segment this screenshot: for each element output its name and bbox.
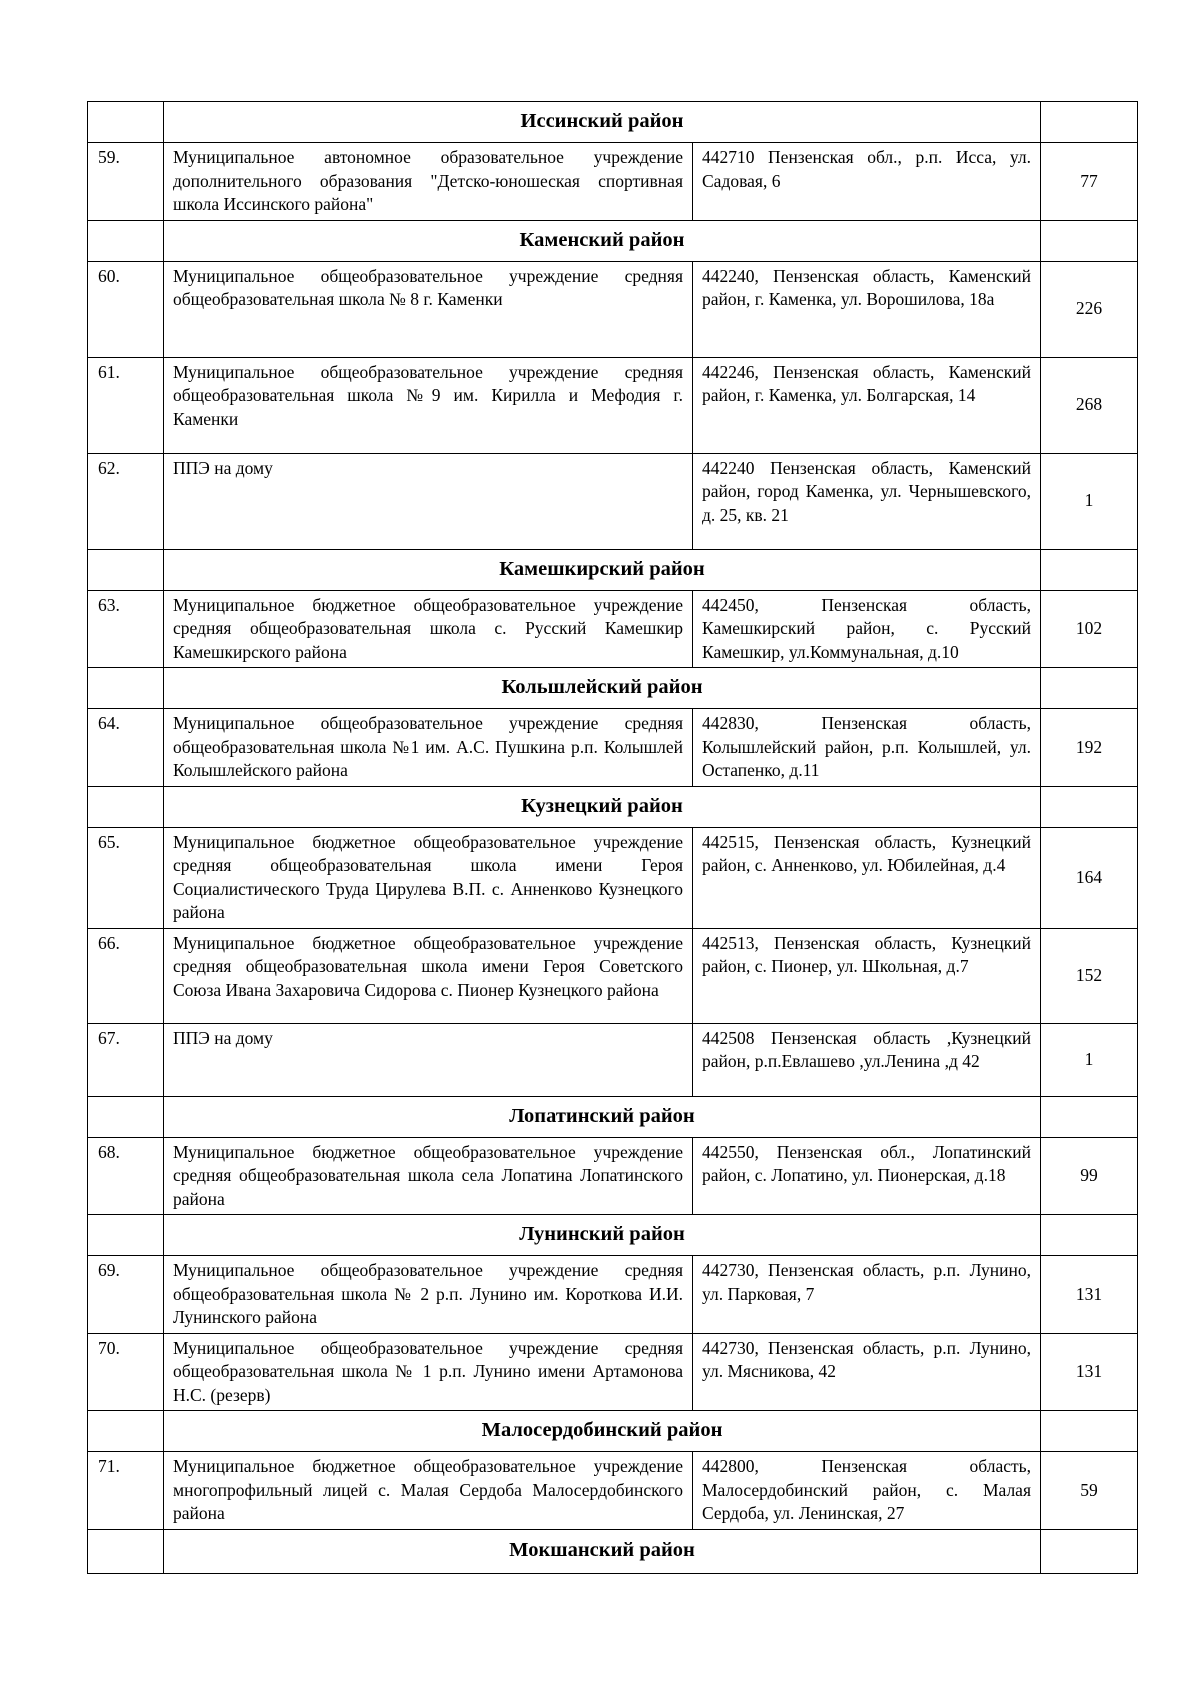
institution-address: 442246, Пензенская область, Каменский район, г. Каменка, ул. Болгарская, 14: [693, 357, 1041, 453]
district-row: [88, 102, 1138, 143]
participant-count: 77: [1041, 143, 1138, 221]
institution-name: Муниципальное автономное образовательное учреждение дополнительного образования "Детско-юношеская спортивная школа Иссинского района": [164, 143, 693, 221]
participant-count: 226: [1041, 261, 1138, 357]
district-row: [88, 786, 1138, 827]
district-row: [88, 1411, 1138, 1452]
row-number: 68.: [88, 1137, 164, 1215]
table-row: [88, 1452, 1138, 1530]
district-row: [88, 220, 1138, 261]
district-name: Кузнецкий район: [164, 786, 1041, 827]
district-num-cell: [88, 102, 164, 143]
district-name: Иссинский район: [164, 102, 1041, 143]
institution-address: 442710 Пензенская обл., р.п. Исса, ул. Садовая, 6: [693, 143, 1041, 221]
row-number: 64.: [88, 709, 164, 787]
participant-count: 59: [1041, 1452, 1138, 1530]
district-num-cell: [88, 1096, 164, 1137]
participant-count: 152: [1041, 928, 1138, 1023]
participant-count: 131: [1041, 1333, 1138, 1411]
table-row: [88, 1256, 1138, 1334]
district-name: Лунинский район: [164, 1215, 1041, 1256]
participant-count: 99: [1041, 1137, 1138, 1215]
row-number: 69.: [88, 1256, 164, 1334]
row-number: 71.: [88, 1452, 164, 1530]
row-number: 65.: [88, 827, 164, 928]
table-row: [88, 357, 1138, 453]
schools-table: [87, 101, 1138, 1574]
district-count-cell: [1041, 102, 1138, 143]
district-count-cell: [1041, 1529, 1138, 1573]
district-row: [88, 668, 1138, 709]
row-number: 70.: [88, 1333, 164, 1411]
institution-address: 442550, Пензенская обл., Лопатинский район, с. Лопатино, ул. Пионерская, д.18: [693, 1137, 1041, 1215]
district-count-cell: [1041, 668, 1138, 709]
district-num-cell: [88, 668, 164, 709]
institution-name: ППЭ на дому: [164, 1023, 693, 1096]
institution-name: Муниципальное бюджетное общеобразовательное учреждение средняя общеобразовательная школа имени Героя Социалистического Труда Цирулева В.П. с. Анненково Кузнецкого района: [164, 827, 693, 928]
institution-name: Муниципальное общеобразовательное учреждение средняя общеобразовательная школа № 2 р.п. Лунино им. Короткова И.И. Лунинского района: [164, 1256, 693, 1334]
district-row: [88, 1529, 1138, 1573]
district-num-cell: [88, 1411, 164, 1452]
institution-address: 442450, Пензенская область, Камешкирский район, с. Русский Камешкир, ул.Коммунальная, д.10: [693, 590, 1041, 668]
participant-count: 1: [1041, 453, 1138, 549]
row-number: 66.: [88, 928, 164, 1023]
row-number: 62.: [88, 453, 164, 549]
participant-count: 192: [1041, 709, 1138, 787]
table-row: [88, 1137, 1138, 1215]
institution-address: 442513, Пензенская область, Кузнецкий район, с. Пионер, ул. Школьная, д.7: [693, 928, 1041, 1023]
district-count-cell: [1041, 786, 1138, 827]
row-number: 61.: [88, 357, 164, 453]
district-count-cell: [1041, 549, 1138, 590]
table-row: [88, 827, 1138, 928]
district-row: [88, 1215, 1138, 1256]
institution-address: 442240 Пензенская область, Каменский район, город Каменка, ул. Чернышевского, д. 25, кв. 21: [693, 453, 1041, 549]
district-name: Каменский район: [164, 220, 1041, 261]
table-row: [88, 261, 1138, 357]
district-num-cell: [88, 1529, 164, 1573]
district-count-cell: [1041, 1096, 1138, 1137]
institution-name: Муниципальное бюджетное общеобразовательное учреждение средняя общеобразовательная школа с. Русский Камешкир Камешкирского района: [164, 590, 693, 668]
table-row: [88, 1333, 1138, 1411]
row-number: 67.: [88, 1023, 164, 1096]
district-name: Малосердобинский район: [164, 1411, 1041, 1452]
district-count-cell: [1041, 1215, 1138, 1256]
row-number: 60.: [88, 261, 164, 357]
institution-name: Муниципальное общеобразовательное учреждение средняя общеобразовательная школа №1 им. А.С. Пушкина р.п. Колышлей Колышлейского района: [164, 709, 693, 787]
row-number: 59.: [88, 143, 164, 221]
schools-table-body: [88, 102, 1138, 1574]
district-count-cell: [1041, 220, 1138, 261]
table-row: [88, 590, 1138, 668]
institution-name: Муниципальное бюджетное общеобразовательное учреждение многопрофильный лицей с. Малая Сердоба Малосердобинского района: [164, 1452, 693, 1530]
row-number: 63.: [88, 590, 164, 668]
district-name: Мокшанский район: [164, 1529, 1041, 1573]
district-row: [88, 1096, 1138, 1137]
institution-address: 442800, Пензенская область, Малосердобинский район, с. Малая Сердоба, ул. Ленинская, 27: [693, 1452, 1041, 1530]
district-name: Лопатинский район: [164, 1096, 1041, 1137]
district-count-cell: [1041, 1411, 1138, 1452]
participant-count: 1: [1041, 1023, 1138, 1096]
institution-address: 442730, Пензенская область, р.п. Лунино, ул. Мясникова, 42: [693, 1333, 1041, 1411]
institution-name: ППЭ на дому: [164, 453, 693, 549]
institution-address: 442515, Пензенская область, Кузнецкий район, с. Анненково, ул. Юбилейная, д.4: [693, 827, 1041, 928]
institution-name: Муниципальное бюджетное общеобразовательное учреждение средняя общеобразовательная школа села Лопатина Лопатинского района: [164, 1137, 693, 1215]
table-row: [88, 143, 1138, 221]
institution-address: 442730, Пензенская область, р.п. Лунино, ул. Парковая, 7: [693, 1256, 1041, 1334]
table-row: [88, 1023, 1138, 1096]
table-row: [88, 928, 1138, 1023]
institution-name: Муниципальное общеобразовательное учреждение средняя общеобразовательная школа №9 им. Кирилла и Мефодия г. Каменки: [164, 357, 693, 453]
institution-address: 442508 Пензенская область ,Кузнецкий район, р.п.Евлашево ,ул.Ленина ,д 42: [693, 1023, 1041, 1096]
institution-name: Муниципальное общеобразовательное учреждение средняя общеобразовательная школа № 8 г. Каменки: [164, 261, 693, 357]
participant-count: 164: [1041, 827, 1138, 928]
district-row: [88, 549, 1138, 590]
district-num-cell: [88, 549, 164, 590]
participant-count: 131: [1041, 1256, 1138, 1334]
institution-address: 442240, Пензенская область, Каменский район, г. Каменка, ул. Ворошилова, 18а: [693, 261, 1041, 357]
district-name: Кольшлейский район: [164, 668, 1041, 709]
participant-count: 268: [1041, 357, 1138, 453]
district-num-cell: [88, 220, 164, 261]
participant-count: 102: [1041, 590, 1138, 668]
institution-name: Муниципальное общеобразовательное учреждение средняя общеобразовательная школа № 1 р.п. Лунино имени Артамонова Н.С. (резерв): [164, 1333, 693, 1411]
table-row: [88, 709, 1138, 787]
district-name: Камешкирский район: [164, 549, 1041, 590]
district-num-cell: [88, 786, 164, 827]
district-num-cell: [88, 1215, 164, 1256]
institution-name: Муниципальное бюджетное общеобразовательное учреждение средняя общеобразовательная школа имени Героя Советского Союза Ивана Захаровича Сидорова с. Пионер Кузнецкого района: [164, 928, 693, 1023]
table-row: [88, 453, 1138, 549]
institution-address: 442830, Пензенская область, Колышлейский район, р.п. Колышлей, ул. Остапенко, д.11: [693, 709, 1041, 787]
